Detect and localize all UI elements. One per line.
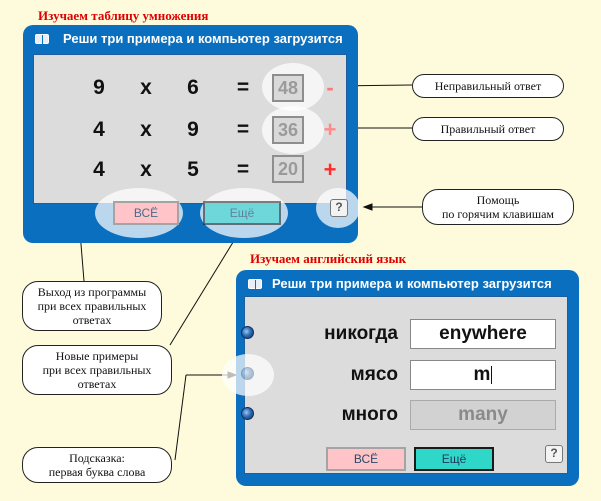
callout-exit bbox=[22, 281, 162, 331]
times-sign: x bbox=[140, 158, 152, 181]
callout-right-answer: Правильный ответ bbox=[412, 117, 564, 141]
all-button[interactable]: ВСЁ bbox=[326, 447, 406, 471]
help-icon[interactable]: ? bbox=[330, 199, 348, 217]
hint-bullet[interactable] bbox=[241, 407, 254, 420]
all-button[interactable]: ВСЁ bbox=[113, 201, 179, 225]
factor-b: 5 bbox=[187, 158, 199, 181]
equals-sign: = bbox=[236, 76, 250, 99]
heading-multiplication: Изучаем таблицу умножения bbox=[38, 8, 209, 23]
times-sign: x bbox=[140, 118, 152, 141]
callout-line: Выход из программы bbox=[37, 285, 147, 299]
hint-bullet[interactable] bbox=[241, 326, 254, 339]
heading-english: Изучаем английский язык bbox=[250, 251, 407, 266]
equals-sign: = bbox=[236, 158, 250, 181]
right-mark: + bbox=[323, 117, 337, 142]
text-cursor bbox=[491, 366, 492, 384]
factor-b: 6 bbox=[187, 76, 199, 99]
callout-line: Подсказка: bbox=[69, 451, 125, 465]
callout-line: при всех правильных bbox=[37, 299, 147, 313]
translation-field[interactable]: many bbox=[410, 400, 556, 430]
callout-wrong-answer: Неправильный ответ bbox=[412, 74, 564, 98]
callout-line: по горячим клавишам bbox=[441, 207, 554, 221]
translation-value: m bbox=[473, 364, 491, 385]
translation-field[interactable] bbox=[410, 360, 556, 390]
factor-a: 4 bbox=[93, 118, 105, 141]
factor-a: 9 bbox=[93, 76, 105, 99]
wrong-mark: - bbox=[326, 75, 334, 100]
callout-line: ответах bbox=[72, 313, 112, 327]
hint-bullet[interactable] bbox=[241, 367, 254, 380]
callout-hint bbox=[22, 447, 172, 483]
more-button[interactable]: Ещё bbox=[414, 447, 494, 471]
answer-field[interactable]: 20 bbox=[272, 155, 304, 183]
answer-field[interactable]: 48 bbox=[272, 74, 304, 102]
equals-sign: = bbox=[236, 118, 250, 141]
callout-line: Новые примеры bbox=[55, 349, 139, 363]
window-title: Реши три примера и компьютер загрузится bbox=[272, 276, 552, 291]
book-icon bbox=[248, 279, 262, 289]
more-button[interactable]: Ещё bbox=[203, 201, 281, 225]
callout-help bbox=[422, 189, 574, 225]
window-title: Реши три примера и компьютер загрузится bbox=[63, 31, 343, 46]
right-mark: + bbox=[323, 157, 337, 182]
times-sign: x bbox=[140, 76, 152, 99]
callout-line: при всех правильных bbox=[42, 363, 152, 377]
callout-new-examples bbox=[22, 345, 172, 395]
translation-field[interactable]: enywhere bbox=[410, 319, 556, 349]
russian-word: много bbox=[341, 404, 398, 425]
help-icon[interactable]: ? bbox=[545, 445, 563, 463]
factor-a: 4 bbox=[93, 158, 105, 181]
callout-line: Помощь bbox=[476, 193, 520, 207]
factor-b: 9 bbox=[187, 118, 199, 141]
russian-word: мясо bbox=[350, 364, 398, 385]
book-icon bbox=[35, 34, 49, 44]
callout-line: ответах bbox=[77, 377, 117, 391]
answer-field[interactable]: 36 bbox=[272, 116, 304, 144]
callout-line: первая буква слова bbox=[48, 465, 146, 479]
russian-word: никогда bbox=[324, 323, 398, 344]
